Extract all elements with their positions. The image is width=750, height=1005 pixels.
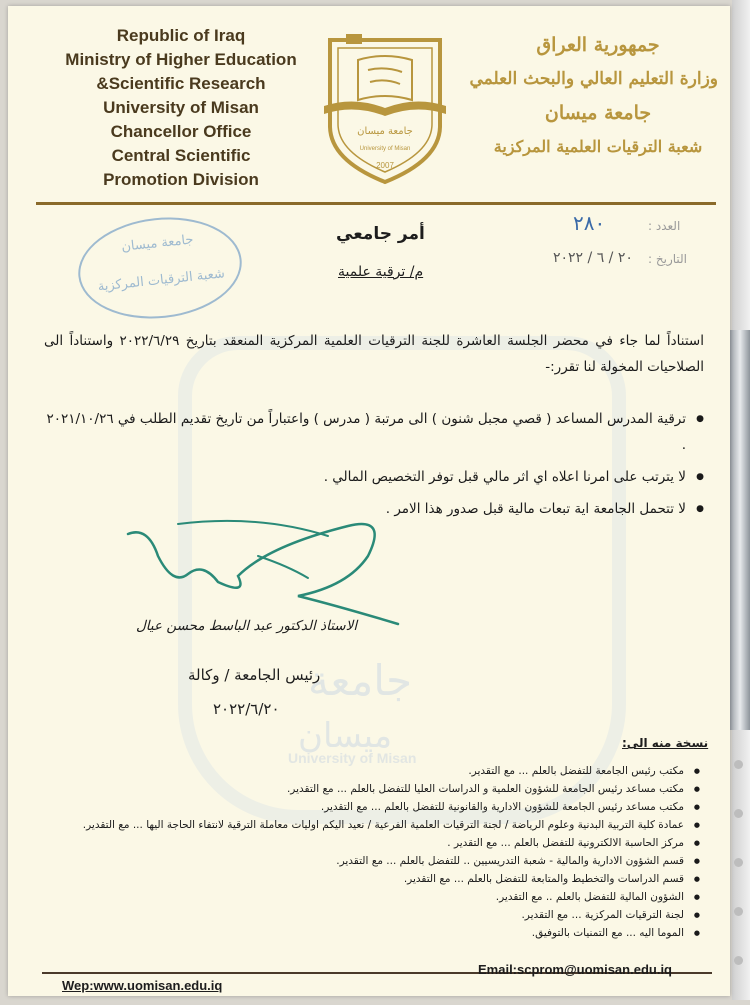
decision-item: ● لا يترتب على امرنا اعلاه اي اثر مالي قبل توفر التخصيص المالي . <box>44 464 704 490</box>
signature-date: ٢٠٢٢/٦/٢٠ <box>213 700 280 718</box>
letterhead-line: جمهورية العراق <box>536 34 660 56</box>
stamp-top-text: جامعة ميسان <box>120 232 195 255</box>
copies-heading: نسخة منه الى: <box>622 736 709 750</box>
arabic-letterhead <box>469 28 718 164</box>
signatory-name: الاستاذ الدكتور عبد الباسط محسن عيال <box>136 618 358 634</box>
copy-recipient: ● الشؤون المالية للتفضل بالعلم .. مع التقدير. <box>20 890 700 905</box>
footer-website[interactable]: Wep:www.uomisan.edu.iq <box>62 978 223 993</box>
letterhead-line: شعبة الترقيات العلمية المركزية <box>493 137 703 156</box>
official-stamp <box>73 210 247 327</box>
document-page <box>8 6 730 996</box>
decision-item: ● ترقية المدرس المساعد ( قصي مجبل شنون ) الى مرتبة ( مدرس ) واعتباراً من تاريخ تقديم الطلب في ٢٠٢١/١٠/٢٦ . <box>44 406 704 458</box>
reference-label: العدد : <box>648 219 681 233</box>
binder-holes <box>734 760 746 1005</box>
english-letterhead <box>36 24 326 192</box>
copy-recipient: ● مكتب مساعد رئيس الجامعة للشؤون الادارية والقانونية للتفضل بالعلم ... مع التقدير. <box>20 800 700 815</box>
stamp-bottom-text: شعبة الترقيات المركزية <box>97 266 226 295</box>
intro-paragraph: استناداً لما جاء في محضر الجلسة العاشرة للجنة الترقيات العلمية المركزية المنعقد بتاريخ ٢٠٢٢/٦/٢٩ واستناداً الى الصلاحيات المخولة لنا تقرر:- <box>44 333 704 375</box>
copy-recipient: ● مكتب رئيس الجامعة للتفضل بالعلم ... مع التقدير. <box>20 764 700 779</box>
footer-email[interactable]: Email:scprom@uomisan.edu.iq <box>478 962 672 977</box>
logo-arabic: جامعة ميسان <box>357 126 413 137</box>
watermark-arabic-2: ميسان <box>298 716 393 756</box>
letterhead-line: Chancellor Office <box>110 122 252 141</box>
signatory-title: رئيس الجامعة / وكالة <box>188 666 321 684</box>
decision-item: ● لا تتحمل الجامعة اية تبعات مالية قبل صدور هذا الامر . <box>44 496 704 522</box>
order-intro <box>44 328 704 380</box>
letterhead-line: Republic of Iraq <box>116 26 246 45</box>
header-divider <box>36 202 716 205</box>
copy-recipient: ● لجنة الترقيات المركزية ... مع التقدير. <box>20 908 700 923</box>
copies-list <box>20 764 700 944</box>
logo-year: 2007 <box>376 161 394 170</box>
copy-recipient: ● مركز الحاسبة الالكترونية للتفضل بالعلم ... مع التقدير . <box>20 836 700 851</box>
copy-recipient: ● مكتب مساعد رئيس الجامعة للشؤون العلمية و الدراسات العليا للتفضل بالعلم ... مع التقدير. <box>20 782 700 797</box>
letterhead-line: وزارة التعليم العالي والبحث العلمي <box>469 69 718 89</box>
letterhead-line: University of Misan <box>103 98 259 117</box>
order-subject: م/ ترقية علمية <box>338 264 424 280</box>
watermark-english: University of Misan <box>288 750 417 766</box>
reference-number: ٢٨٠ <box>573 211 606 235</box>
copy-recipient: ● الموما اليه ... مع التمنيات بالتوفيق. <box>20 926 700 941</box>
handwritten-signature <box>118 506 408 636</box>
letterhead-line: Central Scientific <box>111 146 251 165</box>
watermark-arabic-1: جامعة <box>308 656 413 705</box>
date-label: التاريخ : <box>648 252 688 266</box>
letterhead-line: Ministry of Higher Education <box>65 50 297 69</box>
letterhead-line: Promotion Division <box>103 170 259 189</box>
copy-recipient: ● قسم الشؤون الادارية والمالية - شعبة التدريسيين .. للتفضل بالعلم ... مع التقدير. <box>20 854 700 869</box>
date-value: ٢٠ / ٦ / ٢٠٢٢ <box>553 250 633 266</box>
copy-recipient: ● قسم الدراسات والتخطيط والمتابعة للتفضل بالعلم ... مع التقدير. <box>20 872 700 887</box>
letterhead-line: &Scientific Research <box>96 74 266 93</box>
letterhead-line: جامعة ميسان <box>544 102 652 124</box>
binder-clip <box>729 330 750 730</box>
order-title: أمر جامعي <box>336 224 425 244</box>
university-logo <box>324 30 446 190</box>
copy-recipient: ● عمادة كلية التربية البدنية وعلوم الرياضة / لجنة الترقيات العلمية الفرعية / نعيد اليكم اوليات معاملة الترقية لانتفاء الحاجة اليها ... مع التقدير. <box>20 818 700 833</box>
logo-english: University of Misan <box>359 146 411 152</box>
